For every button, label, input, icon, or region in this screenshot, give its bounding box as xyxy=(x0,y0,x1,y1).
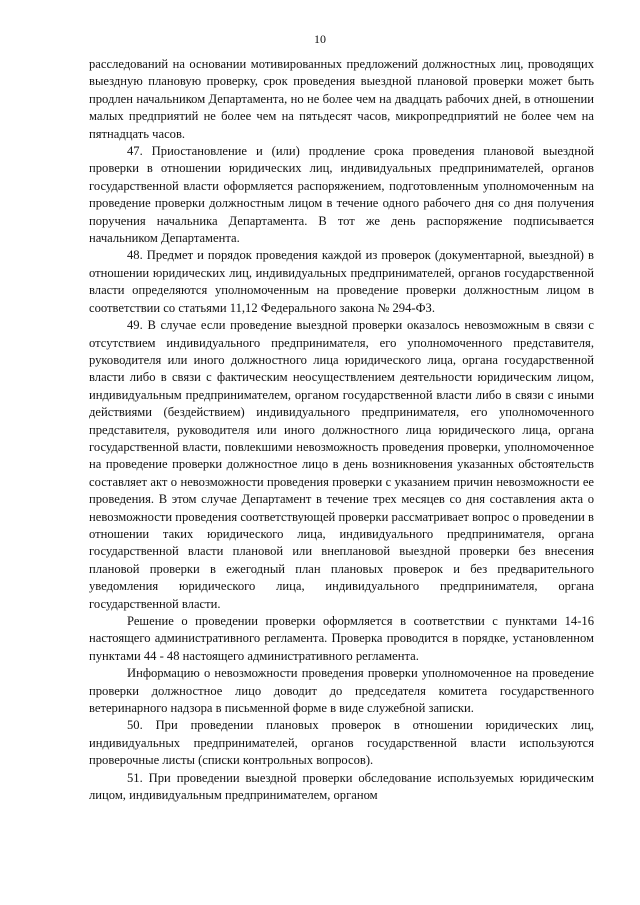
paragraph-49: 49. В случае если проведение выездной проверки оказалось невозможным в связи с отсутствием индивидуального предпринимателя, его уполномоченного представителя, руководителя или иного должностного лица юридического лица, органа государственной власти либо в связи с фактическим неосуществлением деятельности юридическим лицом, индивидуальным предпринимателем, органом государственной власти либо в связи с иными действиями (бездействием) индивидуального предпринимателя, его уполномоченного представителя, руководителя или иного должностного лица юридического лица, органа государственной власти, повлекшими невозможность проведения проверки, уполномоченное на проведение проверки должностное лицо в день возникновения указанных обстоятельств составляет акт о невозможности проведения проверки с указанием причин невозможности ее проведения. В этом случае Департамент в течение трех месяцев со дня составления акта о невозможности проведения соответствующей проверки рассматривает вопрос о проведении в отношении таких юридического лица, индивидуального предпринимателя, органа государственной власти плановой или внеплановой выездной проверки без внесения плановой проверки в ежегодный план плановых проверок и без предварительного уведомления юридического лица, индивидуального предпринимателя, органа государственной власти. xyxy=(89,318,594,611)
paragraph-47: 47. Приостановление и (или) продление срока проведения плановой выездной проверки в отношении юридических лиц, индивидуальных предпринимателей, органов государственной власти оформляется распоряжением, подготовленным уполномоченным на проведение проверки должностным лицом в течение одного рабочего дня со дня получения поручения начальника Департамента. В тот же день распоряжение подписывается начальником Департамента. xyxy=(89,144,594,246)
paragraph-50: 50. При проведении плановых проверок в отношении юридических лиц, индивидуальных предпринимателей, органов государственной власти используются проверочные листы (списки контрольных вопросов). xyxy=(89,718,594,768)
document-body xyxy=(89,56,594,804)
paragraph-48: 48. Предмет и порядок проведения каждой из проверок (документарной, выездной) в отношении юридических лиц, индивидуальных предпринимателей, органов государственной власти определяются уполномоченным на проведение проверки должностным лицом в соответствии со статьями 11,12 Федерального закона № 294-ФЗ. xyxy=(89,248,594,315)
paragraph-51: 51. При проведении выездной проверки обследование используемых юридическим лицом, индивидуальным предпринимателем, органом xyxy=(89,770,594,803)
paragraph-decision: Решение о проведении проверки оформляется в соответствии с пунктами 14-16 настоящего административного регламента. Проверка проводится в порядке, установленном пунктами 44 - 48 настоящего административного регламента. xyxy=(89,614,594,663)
page-number: 10 xyxy=(314,32,326,46)
paragraph-information: Информацию о невозможности проведения проверки уполномоченное на проведение проверки должностное лицо доводит до председателя комитета государственного ветеринарного надзора в письменной форме в виде служебной записки. xyxy=(89,666,594,716)
paragraph-continuation: расследований на основании мотивированных предложений должностных лиц, проводящих выездную плановую проверку, срок проведения выездной плановой проверки может быть продлен начальником Департамента, но не более чем на двадцать рабочих дней, в отношении малых предприятий не более чем на пятьдесят часов, микропредприятий не более чем на пятнадцать часов. xyxy=(89,57,594,141)
